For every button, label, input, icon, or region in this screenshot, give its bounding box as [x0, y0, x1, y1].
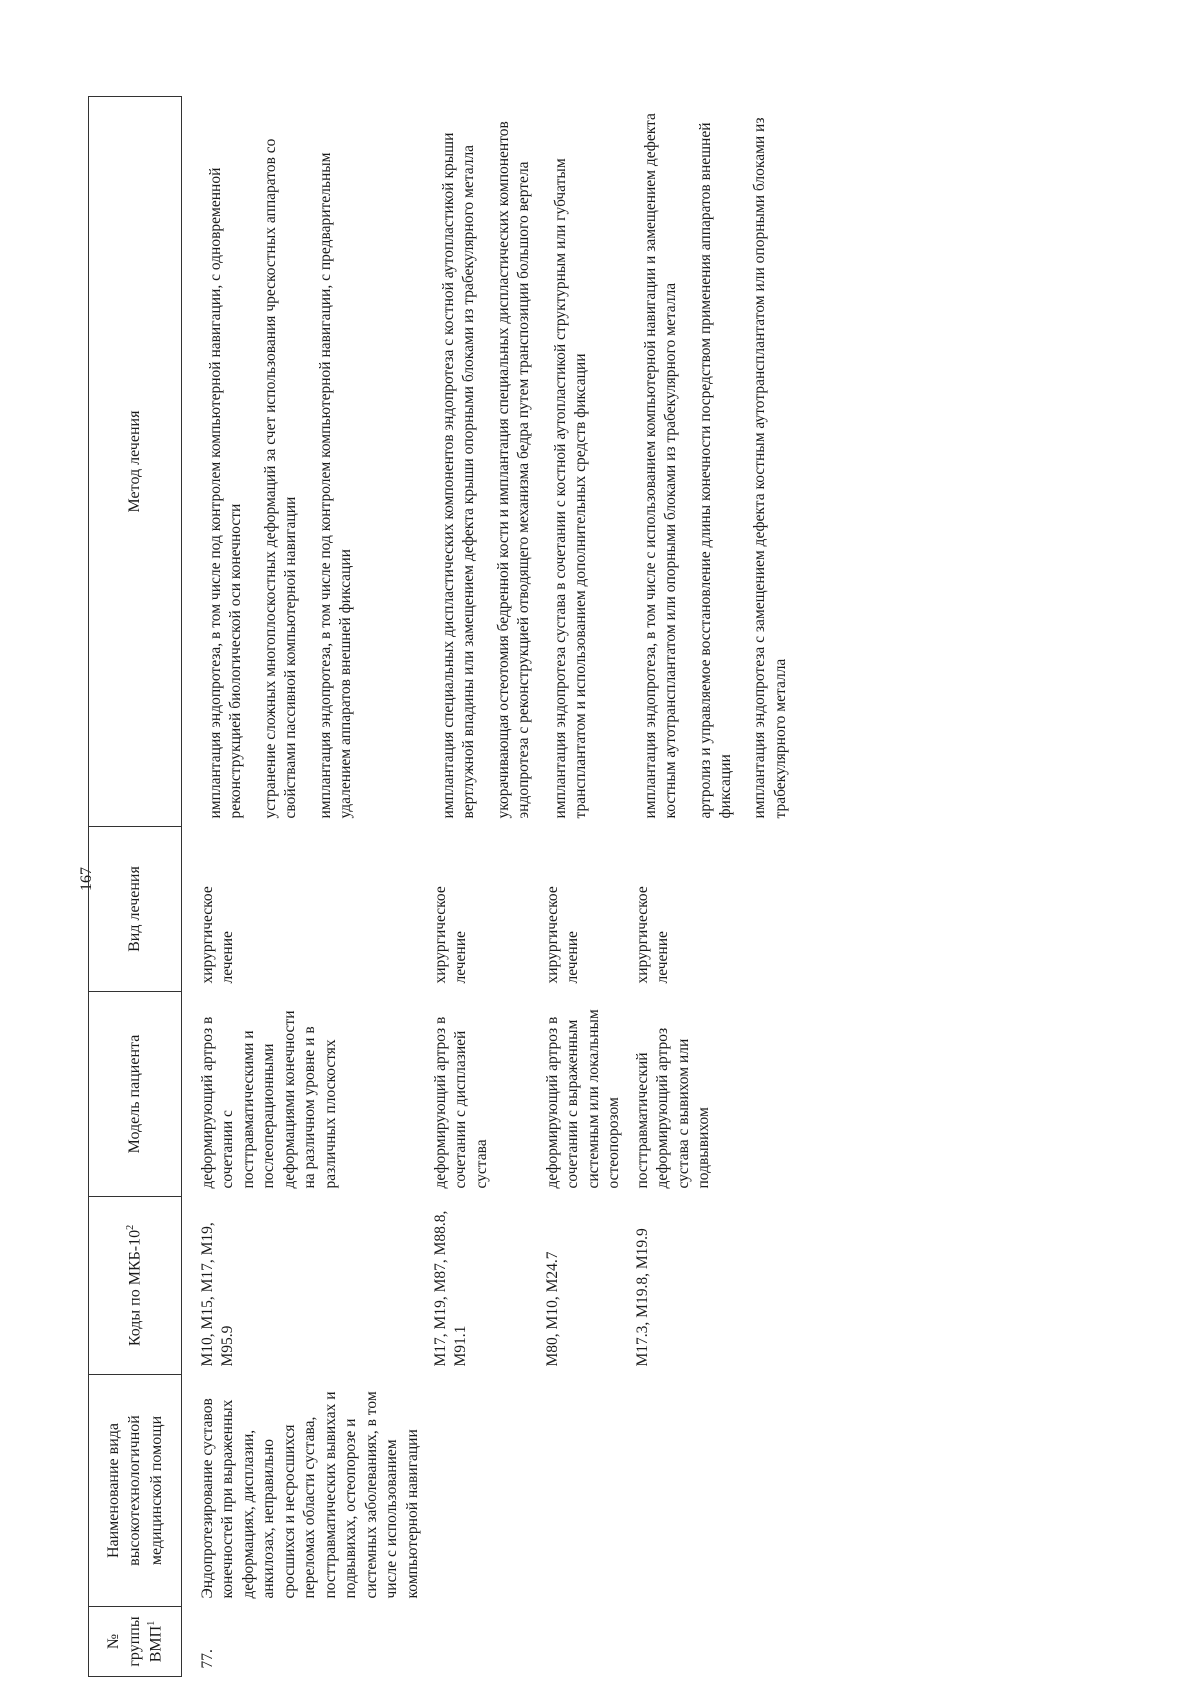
table-row [188, 97, 427, 1677]
treatment-method-entry: имплантация эндопротеза, в том числе под контролем компьютерной навигации, с предварительным удалением аппаратов внешней фиксации [316, 152, 355, 819]
header-care-type-name: Наименование вида высокотехнологичной медицинской помощи [89, 1375, 182, 1607]
table-row [539, 97, 629, 1677]
table-body [182, 97, 796, 1677]
treatment-type-cell: хирургическое лечение [431, 886, 470, 984]
treatment-method-cell [539, 97, 629, 827]
treatment-method-entry: имплантация специальных диспластических компонентов эндопротеза с костной аутопластикой крыши вертлужной впадины или замещением дефекта крыши опорными блоками из трабекулярного металла [439, 132, 478, 819]
icd-codes-cell: M17, M19, M87, M88.8, M91.1 [431, 1210, 470, 1367]
treatment-type-cell: хирургическое лечение [199, 886, 237, 984]
icd-codes-cell: M17.3, M19.8, M19.9 [633, 1228, 651, 1367]
table-row [427, 97, 539, 1677]
icd-codes-cell: M80, M10, M24.7 [543, 1251, 561, 1367]
patient-model-cell: деформирующий артроз в сочетании с посттравматическими и послеоперационными деформациями конечности на различном уровне и в различных плоскостях [199, 1010, 339, 1189]
treatment-method-entry: укорачивающая остеотомия бедренной кости и имплантация специальных диспластических компонентов эндопротеза с реконструкцией отводящего механизма бедра путем транспозиции большого вертела [494, 121, 533, 819]
treatment-method-entry: артролиз и управляемое восстановление длины конечности посредством применения аппаратов внешней фиксации [696, 122, 734, 819]
table-row [629, 97, 796, 1677]
vmp-table-container [88, 97, 795, 1677]
treatment-method-entry: имплантация эндопротеза, в том числе под контролем компьютерной навигации, с одновременной реконструкцией биологической оси конечности [207, 167, 245, 819]
header-icd-codes: Коды по МКБ-$10^2$ [89, 1197, 182, 1375]
icd-codes-cell: M10, M15, M17, M19, M95.9 [199, 1222, 237, 1367]
care-type-name-cell: Эндопротезирование суставов конечностей при выраженных деформациях, дисплазии, анкилозах, неправильно сросшихся и несросшихся переломах области сустава, посттравматических вывихах и подвывихах, остеопорозе и системных заболеваниях, в том числе с использованием компьютерной навигации [199, 1391, 421, 1599]
vmp-table [88, 96, 795, 1677]
treatment-method-entry: имплантация эндопротеза с замещением дефекта костным аутотрансплантатом или опорными блоками из трабекулярного металла [751, 117, 789, 819]
header-group-number: № группы ВМП$^1$ [89, 1607, 182, 1677]
page-number: 167 [78, 867, 95, 891]
treatment-type-cell: хирургическое лечение [633, 886, 672, 984]
treatment-method-cell [427, 97, 539, 827]
treatment-method-cell [188, 97, 427, 827]
patient-model-cell: посттравматический деформирующий артроз сустава с вывихом или подвывихом [633, 1027, 712, 1189]
treatment-method-entry: имплантация эндопротеза, в том числе с использованием компьютерной навигации и замещением дефекта костным аутотрансплантатом или опорными блоками из трабекулярного металла [641, 113, 680, 819]
treatment-method-entry: устранение сложных многоплоскостных деформаций за счет использования чрескостных аппаратов со свойствами пассивной компьютерной навигации [261, 138, 300, 819]
treatment-method-entry: имплантация эндопротеза сустава в сочетании с костной аутопластикой структурным или губчатым трансплантатом и использованием дополнительных средств фиксации [551, 158, 590, 819]
table-header [89, 97, 182, 1677]
header-patient-model: Модель пациента [89, 992, 182, 1197]
treatment-type-cell: хирургическое лечение [543, 886, 582, 984]
header-treatment-method: Метод лечения [89, 97, 182, 827]
group-number-cell: 77. [199, 1649, 216, 1669]
patient-model-cell: деформирующий артроз в сочетании с выраженным системным или локальным остеопорозом [543, 1009, 623, 1189]
treatment-method-cell [629, 97, 796, 827]
patient-model-cell: деформирующий артроз в сочетании с дисплазией сустава [431, 1016, 490, 1189]
header-treatment-type: Вид лечения [89, 827, 182, 992]
